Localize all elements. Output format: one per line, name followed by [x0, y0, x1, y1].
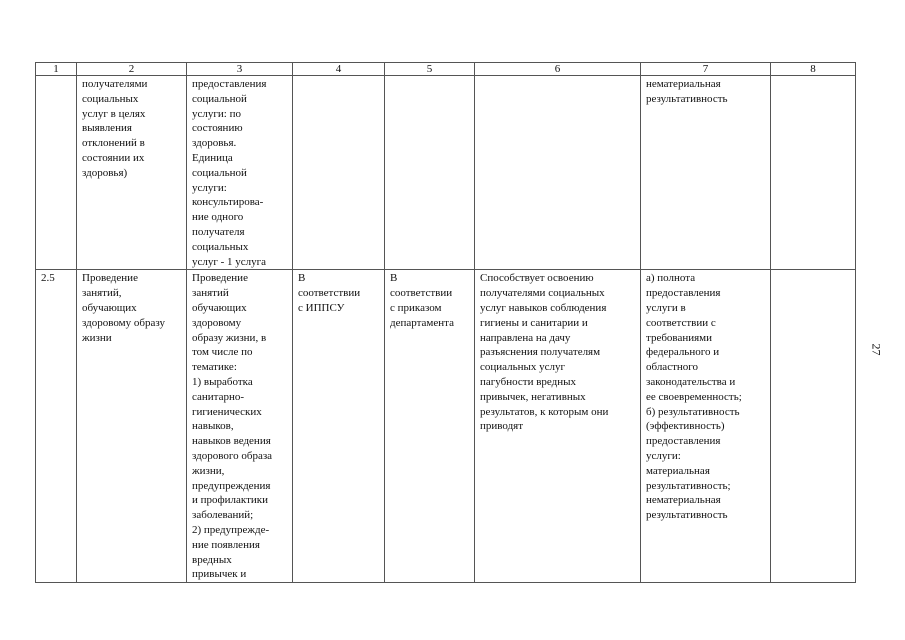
header-cell: 8: [771, 63, 856, 76]
header-row: [36, 63, 856, 76]
cell-volume: [293, 76, 385, 270]
table-row: [36, 76, 856, 270]
cell-service-name: Проведение занятий, обучающих здоровому образу жизни: [77, 270, 187, 583]
header-cell: 3: [187, 63, 293, 76]
cell-conditions: [475, 76, 641, 270]
cell-extra: [771, 270, 856, 583]
cell-number: 2.5: [36, 270, 77, 583]
cell-quality: нематериальная результативность: [641, 76, 771, 270]
cell-extra: [771, 76, 856, 270]
cell-terms: [385, 76, 475, 270]
cell-terms: В соответствии с приказом департамента: [385, 270, 475, 583]
header-cell: 2: [77, 63, 187, 76]
header-cell: 5: [385, 63, 475, 76]
header-cell: 1: [36, 63, 77, 76]
cell-description: Проведение занятий обучающих здоровому образу жизни, в том числе по тематике: 1) выработка санитарно- гигиенических навыков, навыков ведения здорового образа жизни, предупреждения и профилактики заболеваний; 2) предупрежде- ние появления вредных привычек и: [187, 270, 293, 583]
header-cell: 7: [641, 63, 771, 76]
cell-volume: В соответствии с ИППСУ: [293, 270, 385, 583]
cell-quality: а) полнота предоставления услуги в соответствии с требованиями федерального и областного законодательства и ее своевременность; б) результативность (эффективность) предоставления услуги: материальная результативность; нематериальная результативность: [641, 270, 771, 583]
page-number: 27: [869, 343, 884, 356]
table-row: [36, 270, 856, 583]
cell-number: [36, 76, 77, 270]
header-cell: 6: [475, 63, 641, 76]
cell-conditions: Способствует освоению получателями социальных услуг навыков соблюдения гигиены и санитарии и направлена на дачу разъяснения получателям социальных услуг пагубности вредных привычек, негативных результатов, к которым они приводят: [475, 270, 641, 583]
header-cell: 4: [293, 63, 385, 76]
services-table: [35, 62, 856, 583]
cell-description: предоставления социальной услуги: по состоянию здоровья. Единица социальной услуги: консультирова- ние одного получателя социальных услуг - 1 услуга: [187, 76, 293, 270]
cell-service-name: получателями социальных услуг в целях выявления отклонений в состоянии их здоровья): [77, 76, 187, 270]
